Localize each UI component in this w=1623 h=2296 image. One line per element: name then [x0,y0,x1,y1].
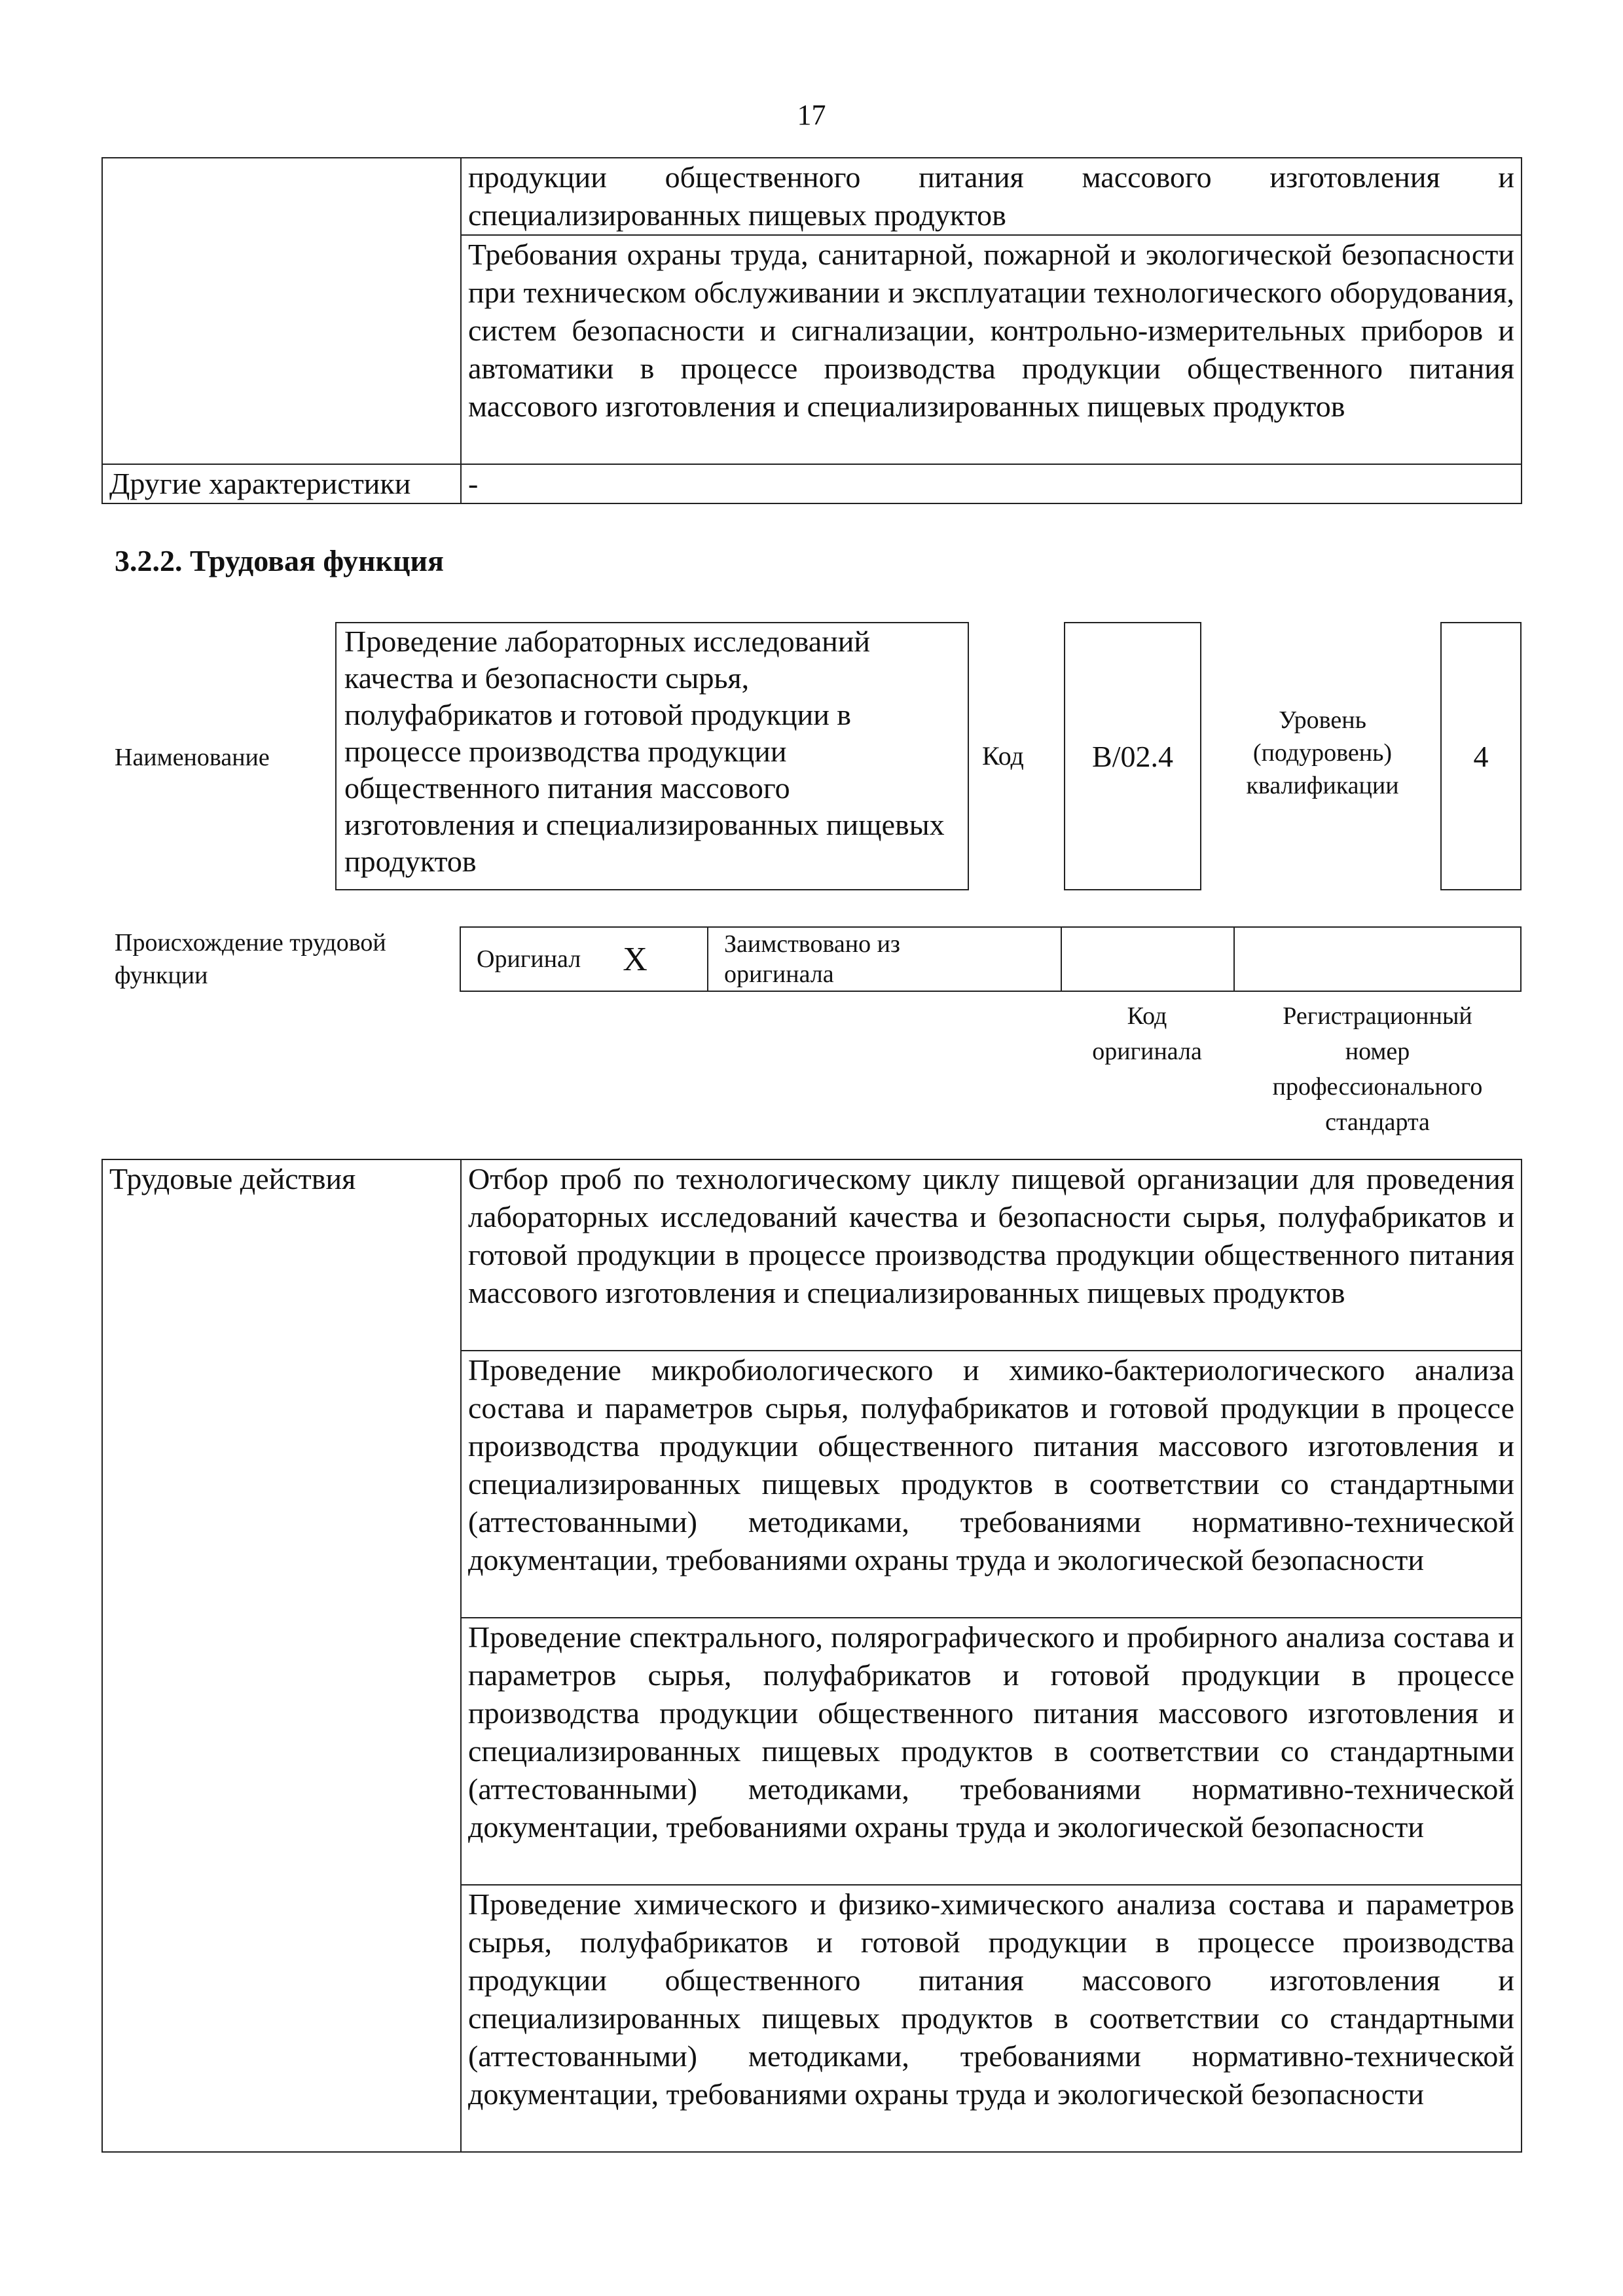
level-label-line: квалификации [1246,772,1399,799]
table-cell [461,1618,1522,1885]
caption-line: Код [1127,1002,1167,1030]
other-characteristics-label: Другие характеристики [109,467,411,500]
origin-label-line: функции [115,962,208,989]
registration-number-cell [1235,928,1520,991]
registration-number-caption [1233,998,1522,1140]
level-box [1440,622,1522,890]
caption-line: стандарта [1325,1108,1430,1136]
other-characteristics-value: - [468,467,479,500]
labor-action-text: Отбор проб по технологическому циклу пищевой организации для проведения лабораторных исследований качества и безопасности сырья, полуфабрикатов и готовой продукции в процессе производства продукции общественного питания массового изготовления и специализированных пищевых продуктов [468,1162,1514,1309]
table-cell [461,1351,1522,1618]
caption-line: оригинала [1092,1038,1202,1065]
table-cell [461,235,1522,464]
row-label-cell [102,158,461,464]
section-heading: 3.2.2. Трудовая функция [115,544,444,577]
labor-action-text: Проведение химического и физико-химического анализа состава и параметров сырья, полуфабрикатов и готовой продукции в процессе производства продукции общественного питания массового изготовления и специализированных пищевых продуктов в соответствии со стандартными (аттестованными) методиками, требованиями нормативно-технической документации, требованиями охраны труда и экологической безопасности [468,1887,1514,2111]
page-number: 17 [797,99,826,131]
function-name-value: Проведение лабораторных исследований качества и безопасности сырья, полуфабрикатов и готовой продукции в процессе производства продукции общественного питания массового изготовления и специализированных пищевых продуктов [344,625,945,878]
labor-actions-label: Трудовые действия [109,1162,356,1195]
table-row [102,158,1522,235]
table-row [102,1159,1522,1351]
requirements-table [101,157,1522,504]
row-label-cell [102,464,461,503]
table-row [102,464,1522,503]
original-cell [461,928,708,991]
borrowed-cell [708,928,1062,991]
name-label: Наименование [115,744,270,771]
labor-action-text: Проведение микробиологического и химико-бактериологического анализа состава и параметров сырья, полуфабрикатов и готовой продукции в процессе производства продукции общественного питания массового изготовления и специализированных пищевых продуктов в соответствии со стандартными (аттестованными) методиками, требованиями нормативно-технической документации, требованиями охраны труда и экологической безопасности [468,1353,1514,1576]
table-cell [461,158,1522,235]
requirement-text: Требования охраны труда, санитарной, пожарной и экологической безопасности при техническом обслуживании и эксплуатации технологического оборудования, систем безопасности и сигнализации, контрольно-измерительных приборов и автоматики в процессе производства продукции общественного питания массового изготовления и специализированных пищевых продуктов [468,238,1514,423]
table-cell [461,1159,1522,1351]
requirement-text: продукции общественного питания массового изготовления и специализированных пищевых продуктов [468,160,1514,232]
level-value: 4 [1473,739,1489,773]
labor-actions-table [101,1159,1522,2153]
level-label [1218,704,1427,802]
function-name-box [335,622,969,890]
caption-line: профессионального [1272,1073,1483,1101]
original-label: Оригинал [477,945,581,973]
labor-action-text: Проведение спектрального, полярографического и пробирного анализа состава и параметров сырья, полуфабрикатов и готовой продукции в процессе производства продукции общественного питания массового изготовления и специализированных пищевых продуктов в соответствии со стандартными (аттестованными) методиками, требованиями нормативно-технической документации, требованиями охраны труда и экологической безопасности [468,1620,1514,1844]
origin-label-line: Происхождение трудовой [115,929,386,957]
borrowed-label-line: Заимствовано из [724,930,900,958]
table-cell [461,464,1522,503]
code-value: B/02.4 [1092,739,1173,773]
level-label-line: Уровень [1279,706,1366,734]
original-mark: X [623,940,647,978]
borrowed-label [724,929,900,989]
code-box [1064,622,1201,890]
origin-label [115,926,386,992]
original-code-caption [1061,998,1233,1069]
level-label-line: (подуровень) [1252,739,1393,767]
caption-line: номер [1345,1038,1410,1065]
table-cell [461,1885,1522,2152]
caption-line: Регистрационный [1283,1002,1472,1030]
row-label-cell [102,1159,461,2152]
borrowed-label-line: оригинала [724,960,834,988]
original-code-cell [1062,928,1235,991]
origin-row [460,926,1522,992]
code-label: Код [982,741,1024,771]
